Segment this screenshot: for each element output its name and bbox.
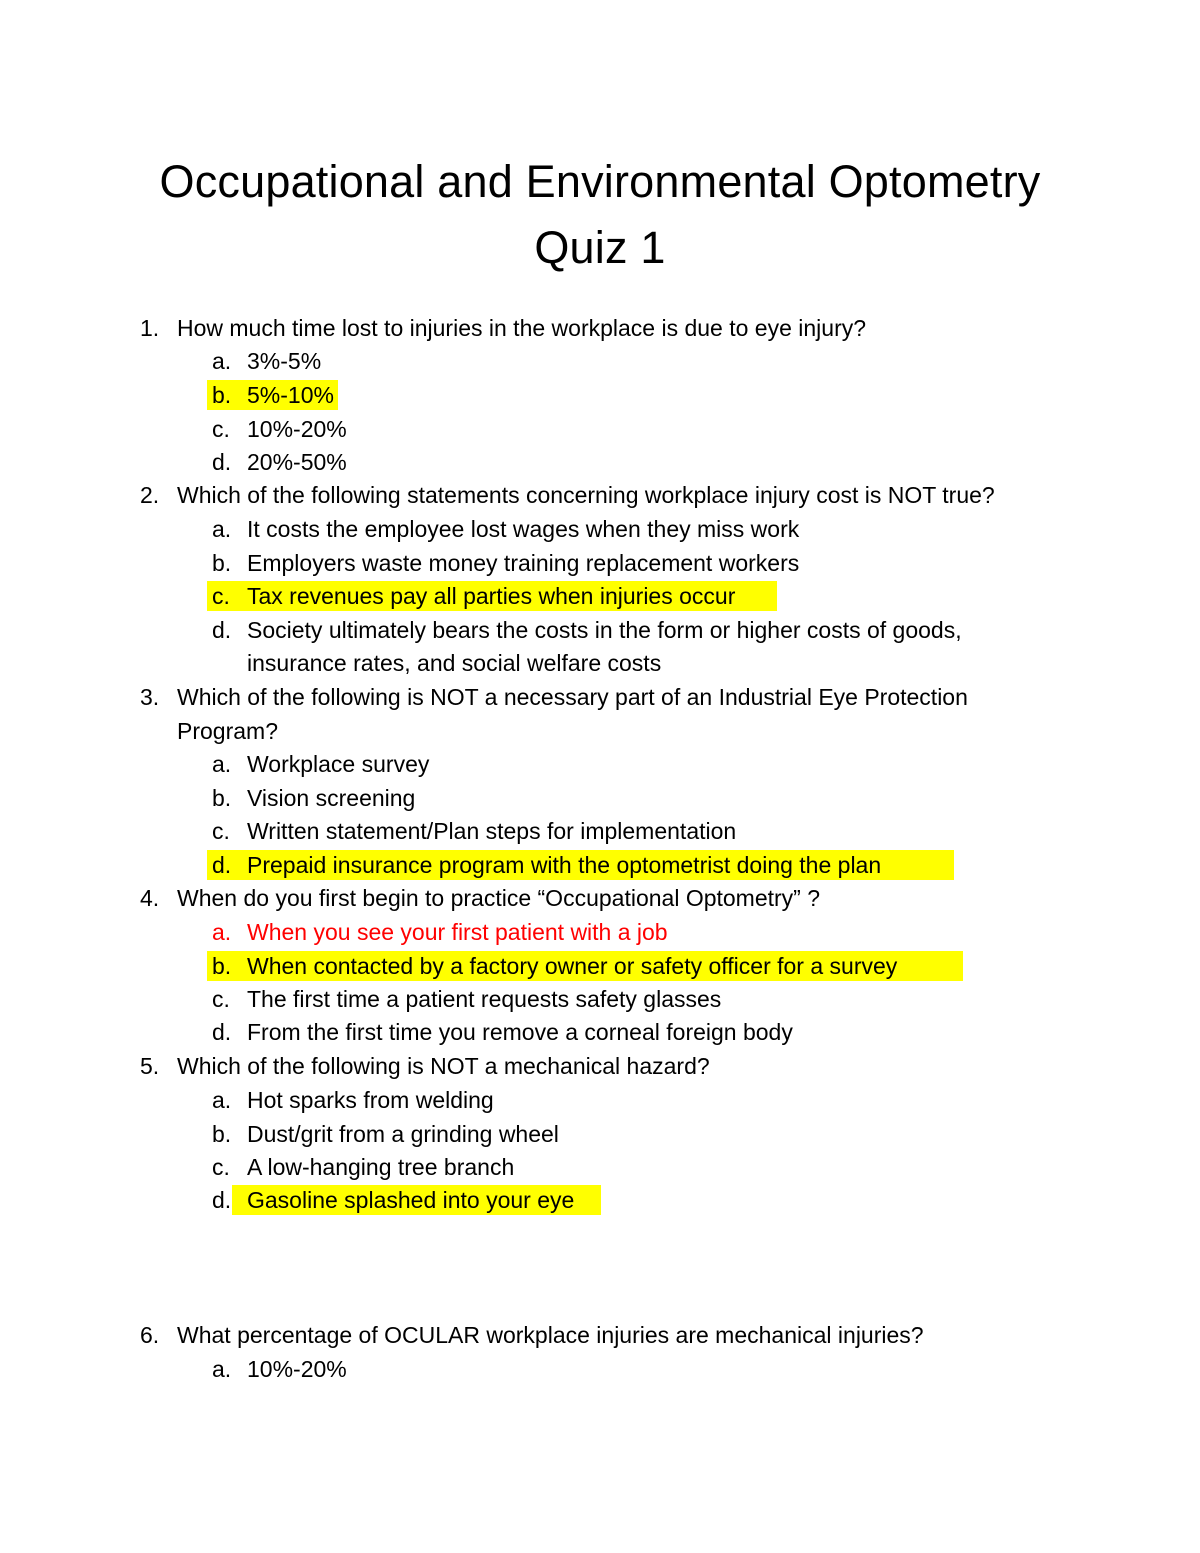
- option-text-red: When you see your first patient with a job: [247, 919, 668, 945]
- option-text: 10%-20%: [247, 1356, 347, 1382]
- question-number: 1.: [140, 315, 160, 341]
- option-letter: d.: [212, 852, 232, 878]
- option-letter: c.: [212, 416, 230, 442]
- option-text-correct: 5%-10%: [247, 382, 334, 408]
- option-text: Hot sparks from welding: [247, 1087, 494, 1113]
- option-letter: a.: [212, 751, 232, 777]
- question-number: 6.: [140, 1322, 160, 1348]
- option-text: The first time a patient requests safety glasses: [247, 986, 722, 1012]
- question-number: 4.: [140, 885, 160, 911]
- option-text: 20%-50%: [247, 449, 347, 475]
- option-letter: b.: [212, 785, 232, 811]
- option-text: Dust/grit from a grinding wheel: [247, 1121, 559, 1147]
- option-letter: b.: [212, 550, 232, 576]
- option-letter: d.: [212, 617, 232, 643]
- question-text-continued: Program?: [177, 718, 278, 744]
- option-text: Vision screening: [247, 785, 416, 811]
- option-letter: c.: [212, 818, 230, 844]
- option-letter: b.: [212, 1121, 232, 1147]
- page-title: Occupational and Environmental Optometry: [159, 156, 1041, 207]
- question-text: Which of the following is NOT a mechanical hazard?: [177, 1053, 710, 1079]
- option-letter: b.: [212, 953, 232, 979]
- question-text: Which of the following statements concerning workplace injury cost is NOT true?: [177, 482, 995, 508]
- option-text: 3%-5%: [247, 348, 322, 374]
- question-text: When do you first begin to practice “Occupational Optometry” ?: [177, 885, 821, 911]
- option-letter: c.: [212, 986, 230, 1012]
- option-letter: a.: [212, 516, 232, 542]
- option-text-correct: Prepaid insurance program with the optometrist doing the plan: [247, 852, 882, 878]
- option-letter: d.: [212, 1019, 232, 1045]
- option-text: From the first time you remove a corneal foreign body: [247, 1019, 793, 1045]
- option-letter: a.: [212, 348, 232, 374]
- option-letter: d.: [212, 1187, 232, 1213]
- option-letter: c.: [212, 1154, 230, 1180]
- question-text: How much time lost to injuries in the workplace is due to eye injury?: [177, 315, 867, 341]
- option-letter: a.: [212, 1087, 232, 1113]
- option-text-correct: Tax revenues pay all parties when injuries occur: [247, 583, 736, 609]
- question-text: What percentage of OCULAR workplace injuries are mechanical injuries?: [177, 1322, 924, 1348]
- option-letter: b.: [212, 382, 232, 408]
- option-text: Society ultimately bears the costs in the form or higher costs of goods,: [247, 617, 962, 643]
- option-text: It costs the employee lost wages when they miss work: [247, 516, 800, 542]
- option-text: A low-hanging tree branch: [247, 1154, 515, 1180]
- option-text-correct: When contacted by a factory owner or safety officer for a survey: [247, 953, 898, 979]
- option-text-continued: insurance rates, and social welfare costs: [247, 650, 662, 676]
- option-letter: d.: [212, 449, 232, 475]
- option-letter: a.: [212, 1356, 232, 1382]
- option-text-correct: Gasoline splashed into your eye: [247, 1187, 575, 1213]
- page-subtitle: Quiz 1: [534, 222, 666, 273]
- option-text: Workplace survey: [247, 751, 430, 777]
- option-letter: c.: [212, 583, 230, 609]
- question-number: 2.: [140, 482, 160, 508]
- option-letter: a.: [212, 919, 232, 945]
- option-text: 10%-20%: [247, 416, 347, 442]
- option-text: Employers waste money training replacement workers: [247, 550, 800, 576]
- question-text: Which of the following is NOT a necessary part of an Industrial Eye Protection: [177, 684, 968, 710]
- question-number: 3.: [140, 684, 160, 710]
- option-text: Written statement/Plan steps for implementation: [247, 818, 737, 844]
- question-number: 5.: [140, 1053, 160, 1079]
